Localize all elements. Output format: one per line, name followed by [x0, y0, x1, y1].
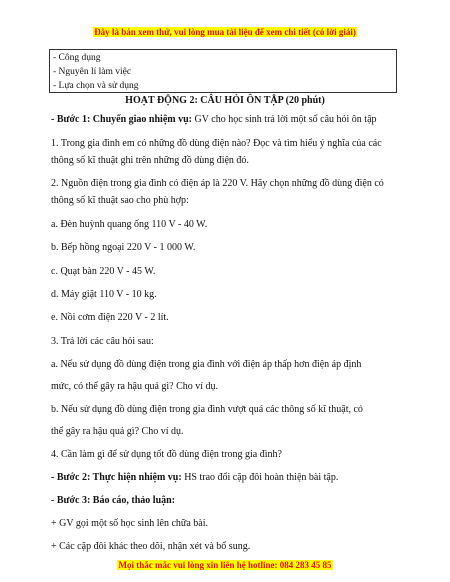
step2-line	[51, 469, 411, 487]
question-3b-line-2: thể gây ra hậu quả gì? Cho ví dụ.	[51, 426, 184, 437]
step1-label: - Bước 1: Chuyển giao nhiệm vụ:	[51, 114, 192, 125]
question-2-line-2: thông số kĩ thuật sao cho phù hợp:	[51, 195, 189, 206]
report-line-2: + Các cặp đôi khác theo dõi, nhận xét và bổ sung.	[51, 541, 251, 552]
question-3: 3. Trả lời các câu hỏi sau:	[51, 336, 154, 347]
option-e: e. Nồi cơm điện 220 V - 2 lít.	[51, 312, 169, 323]
step2-text: HS trao đổi cặp đôi hoàn thiện bài tập.	[181, 472, 339, 483]
preview-banner-text: Đây là bản xem thử, vui lòng mua tài liệu để xem chi tiết (có lời giải)	[94, 27, 356, 37]
step3-label: - Bước 3: Báo cáo, thảo luận:	[51, 495, 176, 506]
option-d: d. Máy giặt 110 V - 10 kg.	[51, 289, 157, 300]
section-heading: HOẠT ĐỘNG 2: CÂU HỎI ÔN TẬP (20 phút)	[125, 95, 325, 106]
hotline-footer	[0, 560, 450, 570]
question-3a-line-2: mức, có thể gây ra hậu quả gì? Cho ví dụ.	[51, 381, 219, 392]
summary-item: - Nguyên lí làm việc	[53, 67, 132, 77]
question-2-line-1: 2. Nguồn điện trong gia đình có điện áp là 220 V. Hãy chọn những đồ dùng điện có	[51, 178, 384, 189]
question-1-line-2: thông số kĩ thuật ghi trên những đồ dùng điện đó.	[51, 155, 249, 166]
question-3b-line-1: b. Nếu sử dụng đồ dùng điện trong gia đình vượt quá các thông số kĩ thuật, có	[51, 404, 363, 415]
question-4: 4. Cần làm gì để sử dụng tốt đồ dùng điện trong gia đình?	[51, 449, 282, 460]
step1-line	[51, 111, 411, 129]
question-3a-line-1: a. Nếu sử dụng đồ dùng điện trong gia đình với điện áp thấp hơn điện áp định	[51, 359, 362, 370]
question-1-line-1: 1. Trong gia đình em có những đồ dùng điện nào? Đọc và tìm hiểu ý nghĩa của các	[51, 138, 382, 149]
option-a: a. Đèn huỳnh quang ống 110 V - 40 W.	[51, 219, 208, 230]
option-b: b. Bếp hồng ngoại 220 V - 1 000 W.	[51, 242, 196, 253]
preview-banner	[0, 27, 450, 37]
summary-item: - Lựa chọn và sử dụng	[53, 81, 139, 91]
summary-box	[49, 49, 397, 93]
report-line-1: + GV gọi một số học sinh lên chữa bài.	[51, 518, 208, 529]
summary-item: - Công dụng	[53, 53, 101, 63]
hotline-footer-text: Mọi thắc mắc vui lòng xin liên hệ hotline: 084 283 45 85	[118, 560, 332, 570]
option-c: c. Quạt bàn 220 V - 45 W.	[51, 266, 156, 277]
step1-text: GV cho học sinh trả lời một số câu hỏi ôn tập	[192, 114, 377, 125]
step2-label: - Bước 2: Thực hiện nhiệm vụ:	[51, 472, 182, 483]
